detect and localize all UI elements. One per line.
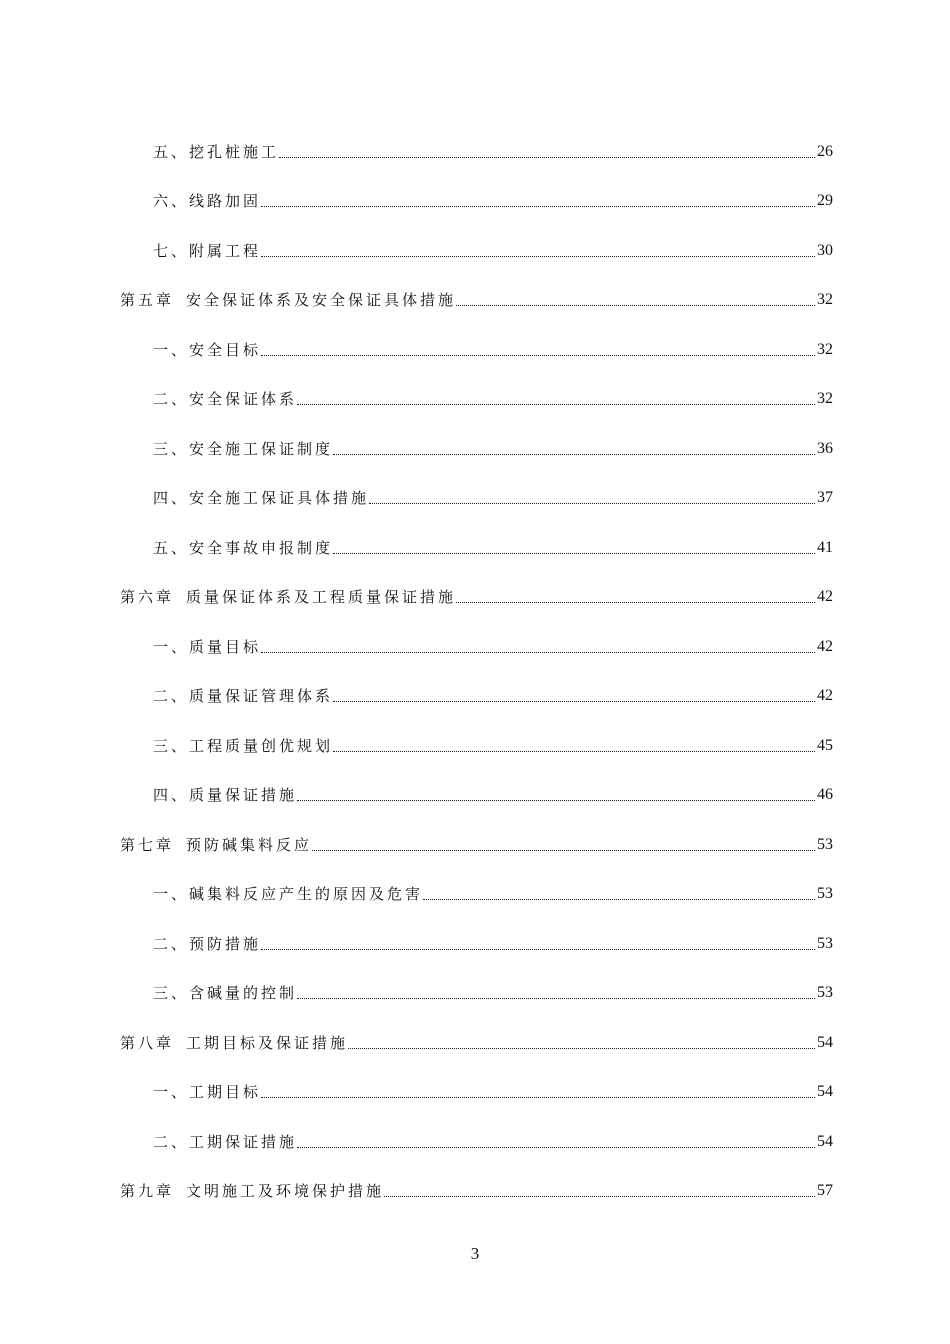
toc-entry[interactable]: [153, 487, 833, 509]
toc-entry-title: 安全保证体系: [189, 390, 298, 408]
toc-entry-page: 36: [817, 440, 833, 457]
toc-entry-title: 工期保证措施: [189, 1133, 298, 1151]
toc-entry-title: 附属工程: [189, 242, 262, 260]
toc-entry-title: 安全保证体系及安全保证具体措施: [186, 291, 457, 309]
toc-entry-title: 线路加固: [189, 192, 262, 210]
toc-dot-leader: [423, 899, 815, 900]
toc-entry-title: 工程质量创优规划: [189, 737, 334, 755]
toc-entry-label: [120, 1032, 348, 1054]
toc-dot-leader: [333, 553, 815, 554]
toc-chapter-entry[interactable]: [120, 834, 833, 856]
toc-dot-leader: [384, 1196, 815, 1197]
toc-entry-number: 三、: [153, 984, 190, 1002]
toc-entry-number: 一、: [153, 1083, 190, 1101]
toc-entry-label: [153, 933, 261, 955]
toc-entry-page: 32: [817, 390, 833, 407]
toc-dot-leader: [279, 157, 815, 158]
toc-entry-page: 42: [817, 638, 833, 655]
toc-entry-title: 预防碱集料反应: [186, 836, 313, 854]
toc-entry-title: 质量保证体系及工程质量保证措施: [186, 588, 457, 606]
toc-entry-label: [153, 1081, 261, 1103]
toc-entry[interactable]: [153, 1081, 833, 1103]
toc-entry[interactable]: [153, 537, 833, 559]
toc-dot-leader: [261, 355, 815, 356]
toc-chapter-entry[interactable]: [120, 1180, 833, 1202]
toc-entry-title: 含碱量的控制: [189, 984, 298, 1002]
toc-entry-page: 57: [817, 1182, 833, 1199]
toc-dot-leader: [348, 1048, 815, 1049]
toc-entry-label: [153, 339, 261, 361]
toc-entry-label: [153, 982, 297, 1004]
toc-entry[interactable]: [153, 1131, 833, 1153]
toc-entry-title: 碱集料反应产生的原因及危害: [189, 885, 424, 903]
toc-entry[interactable]: [153, 339, 833, 361]
toc-chapter-number: 第九章: [120, 1182, 175, 1200]
toc-entry-label: [120, 586, 456, 608]
toc-dot-leader: [333, 454, 815, 455]
toc-entry-title: 预防措施: [189, 935, 262, 953]
toc-entry-number: 二、: [153, 935, 190, 953]
toc-entry-number: 四、: [153, 786, 190, 804]
toc-entry-label: [153, 1131, 297, 1153]
toc-entry-page: 54: [817, 1083, 833, 1100]
toc-entry-label: [120, 1180, 384, 1202]
toc-dot-leader: [312, 850, 815, 851]
toc-entry-page: 26: [817, 143, 833, 160]
toc-dot-leader: [297, 800, 815, 801]
toc-entry-page: 30: [817, 242, 833, 259]
toc-entry-label: [120, 289, 456, 311]
toc-entry-number: 四、: [153, 489, 190, 507]
toc-entry-title: 质量目标: [189, 638, 262, 656]
toc-chapter-entry[interactable]: [120, 289, 833, 311]
toc-dot-leader: [261, 949, 815, 950]
toc-entry-number: 一、: [153, 341, 190, 359]
toc-entry-number: 七、: [153, 242, 190, 260]
toc-dot-leader: [297, 998, 815, 999]
toc-entry-number: 一、: [153, 638, 190, 656]
toc-entry-title: 挖孔桩施工: [189, 143, 280, 161]
toc-entry-number: 六、: [153, 192, 190, 210]
toc-chapter-entry[interactable]: [120, 586, 833, 608]
toc-entry-page: 46: [817, 786, 833, 803]
page-number: 3: [470, 1244, 480, 1263]
toc-dot-leader: [261, 1097, 815, 1098]
toc-entry-title: 工期目标: [189, 1083, 262, 1101]
toc-entry-label: [153, 784, 297, 806]
toc-entry-label: [120, 834, 312, 856]
toc-entry-label: [153, 388, 297, 410]
toc-entry-page: 32: [817, 291, 833, 308]
toc-entry-page: 53: [817, 885, 833, 902]
toc-entry-page: 42: [817, 588, 833, 605]
toc-dot-leader: [297, 1147, 815, 1148]
toc-entry-label: [153, 537, 333, 559]
toc-entry-label: [153, 141, 279, 163]
toc-entry-label: [153, 685, 333, 707]
toc-entry-label: [153, 240, 261, 262]
toc-entry-number: 二、: [153, 1133, 190, 1151]
toc-dot-leader: [333, 751, 815, 752]
toc-dot-leader: [261, 652, 815, 653]
toc-entry-title: 安全施工保证制度: [189, 440, 334, 458]
toc-entry-page: 41: [817, 539, 833, 556]
toc-entry[interactable]: [153, 636, 833, 658]
toc-entry[interactable]: [153, 933, 833, 955]
toc-entry[interactable]: [153, 190, 833, 212]
toc-entry[interactable]: [153, 388, 833, 410]
toc-entry-title: 安全事故申报制度: [189, 539, 334, 557]
toc-entry-number: 一、: [153, 885, 190, 903]
toc-entry-label: [153, 883, 423, 905]
toc-entry-page: 45: [817, 737, 833, 754]
toc-dot-leader: [456, 602, 815, 603]
toc-entry-number: 五、: [153, 539, 190, 557]
toc-entry-title: 安全目标: [189, 341, 262, 359]
toc-entry-title: 安全施工保证具体措施: [189, 489, 370, 507]
toc-entry-label: [153, 190, 261, 212]
toc-entry-number: 二、: [153, 687, 190, 705]
toc-entry-title: 质量保证措施: [189, 786, 298, 804]
toc-entry-page: 32: [817, 341, 833, 358]
toc-entry[interactable]: [153, 982, 833, 1004]
toc-entry-page: 42: [817, 687, 833, 704]
toc-dot-leader: [261, 206, 815, 207]
toc-entry[interactable]: [153, 735, 833, 757]
toc-entry[interactable]: [153, 685, 833, 707]
toc-dot-leader: [369, 503, 815, 504]
toc-entry-label: [153, 438, 333, 460]
toc-entry-title: 质量保证管理体系: [189, 687, 334, 705]
toc-entry-page: 53: [817, 984, 833, 1001]
toc-chapter-number: 第六章: [120, 588, 175, 606]
toc-chapter-number: 第八章: [120, 1034, 175, 1052]
toc-entry[interactable]: [153, 784, 833, 806]
toc-entry-title: 文明施工及环境保护措施: [186, 1182, 385, 1200]
toc-dot-leader: [333, 701, 815, 702]
toc-entry-page: 29: [817, 192, 833, 209]
toc-entry-number: 五、: [153, 143, 190, 161]
toc-entry-page: 54: [817, 1034, 833, 1051]
toc-entry-label: [153, 636, 261, 658]
toc-entry-page: 53: [817, 836, 833, 853]
toc-chapter-number: 第五章: [120, 291, 175, 309]
toc-entry-label: [153, 735, 333, 757]
toc-entry-title: 工期目标及保证措施: [186, 1034, 349, 1052]
toc-entry[interactable]: [153, 240, 833, 262]
toc-chapter-entry[interactable]: [120, 1032, 833, 1054]
toc-entry[interactable]: [153, 141, 833, 163]
toc-entry-page: 54: [817, 1133, 833, 1150]
toc-dot-leader: [261, 256, 815, 257]
toc-entry[interactable]: [153, 883, 833, 905]
toc-dot-leader: [297, 404, 815, 405]
toc-entry[interactable]: [153, 438, 833, 460]
toc-entry-label: [153, 487, 369, 509]
toc-entry-number: 三、: [153, 737, 190, 755]
toc-chapter-number: 第七章: [120, 836, 175, 854]
toc-dot-leader: [456, 305, 815, 306]
toc-entry-page: 37: [817, 489, 833, 506]
toc-entry-number: 二、: [153, 390, 190, 408]
toc-entry-number: 三、: [153, 440, 190, 458]
toc-entry-page: 53: [817, 935, 833, 952]
